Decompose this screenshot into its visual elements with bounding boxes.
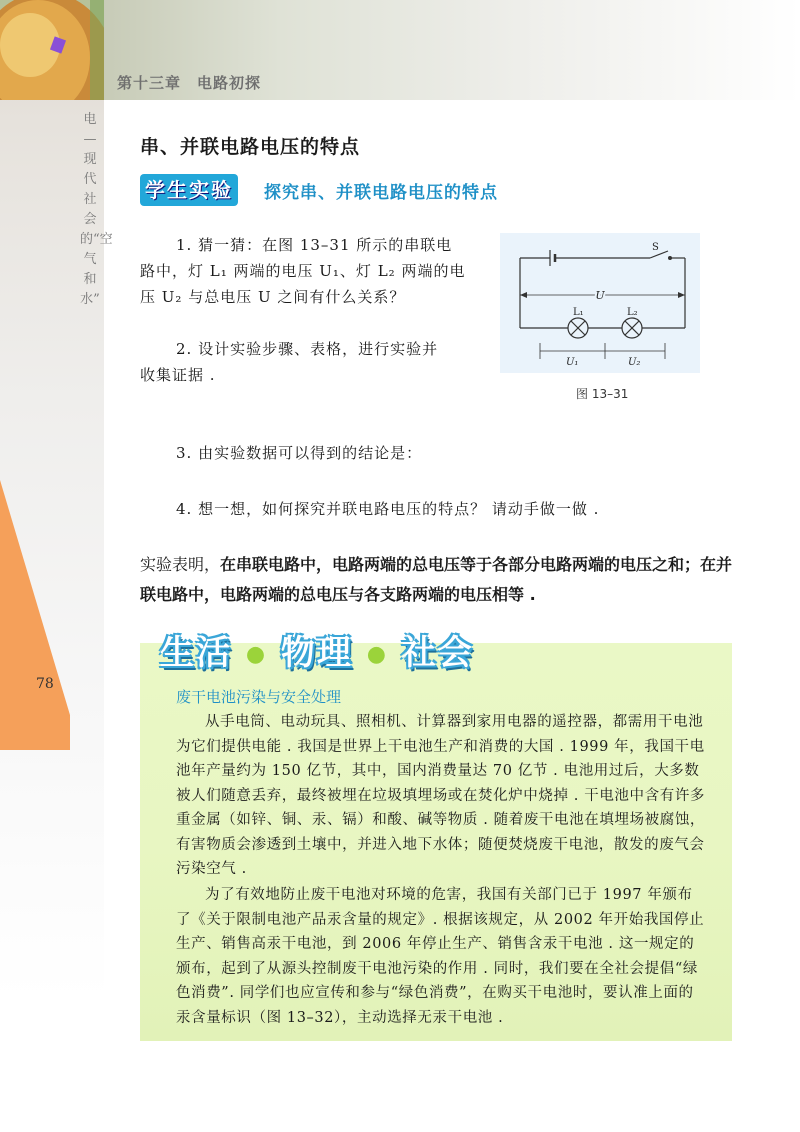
step-1-line-1: 1. 猜一猜：在图 13–31 所示的串联电 bbox=[176, 236, 453, 254]
vertical-unit-title: 电—现代社会的“空气和水” bbox=[80, 112, 113, 307]
u1-label: U₁ bbox=[566, 357, 579, 368]
box-banner bbox=[160, 625, 474, 674]
step-4: 4. 想一想，如何探究并联电路电压的特点？ 请动手做一做 . bbox=[176, 500, 600, 518]
step-3: 3. 由实验数据可以得到的结论是： bbox=[176, 444, 423, 462]
student-experiment-badge bbox=[140, 174, 238, 206]
total-voltage-label: U bbox=[595, 289, 605, 302]
lamp-2-label: L₂ bbox=[627, 307, 638, 318]
figure-caption: 图 13–31 bbox=[576, 387, 629, 401]
step-1-line-3: 压 U₂ 与总电压 U 之间有什么关系？ bbox=[140, 288, 406, 306]
section-title: 串、并联电路电压的特点 bbox=[140, 136, 361, 158]
orange-margin-tab bbox=[0, 480, 70, 750]
box-paragraph-2: 为了有效地防止废干电池对环境的危害，我国有关部门已于 1997 年颁布了《关于限制电池产品汞含量的规定》. 根据该规定，从 2002 年开始我国停止生产、销售高汞干电池，到 2006 年停止生产、销售含汞干电池 . 这一规定的颁布，起到了从源头控制废干电池污染的作用 . 同时，我们要在全社会提倡“绿色消费”. 同学们也应宣传和参与“绿色消费”，在购买干电池时，要认准上面的汞含量标识（图 13–32），主动选择无汞干电池 . bbox=[176, 887, 705, 1026]
switch-label: S bbox=[652, 242, 659, 253]
banner-dot-icon: ● bbox=[245, 642, 268, 667]
box-paragraph-1: 从手电筒、电动玩具、照相机、计算器到家用电器的遥控器，都需用干电池为它们提供电能 . 我国是世界上干电池生产和消费的大国 . 1999 年，我国干电池年产量约为 150 亿节，其中，国内消费量达 70 亿节 . 电池用过后，大多数被人们随意丢弃，最终被埋在垃圾填埋场或在焚化炉中烧掉 . 干电池中含有许多重金属（如锌、铜、汞、镉）和酸、碱等物质 . 随着废干电池在填埋场被腐蚀，有害物质会渗透到土壤中，并进入地下水体；随便焚烧废干电池，散发的废气会污染空气 . bbox=[176, 714, 706, 877]
step-1-line-2: 路中，灯 L₁ 两端的电压 U₁、灯 L₂ 两端的电 bbox=[140, 262, 466, 280]
banner-word-2: 物理 bbox=[280, 633, 353, 673]
box-title: 废干电池污染与安全处理 bbox=[176, 688, 342, 706]
chapter-logo-illustration bbox=[0, 0, 104, 100]
lamp-1-label: L₁ bbox=[573, 307, 584, 318]
circuit-figure bbox=[500, 233, 700, 373]
step-2-line-2: 收集证据 . bbox=[140, 366, 216, 384]
banner-word-3: 社会 bbox=[401, 633, 474, 673]
page-number: 78 bbox=[36, 676, 54, 692]
conclusion-text: 在串联电路中，电路两端的总电压等于各部分电路两端的电压之和；在并联电路中，电路两端的总电压与各支路两端的电压相等 . bbox=[140, 555, 733, 604]
conclusion-lead: 实验表明， bbox=[140, 555, 221, 574]
chapter-heading: 第十三章 电路初探 bbox=[117, 74, 262, 92]
badge-label: 学生实验 bbox=[145, 178, 233, 202]
banner-word-1: 生活 bbox=[160, 633, 232, 673]
u2-label: U₂ bbox=[628, 357, 641, 368]
step-2-line-1: 2. 设计实验步骤、表格，进行实验并 bbox=[176, 340, 439, 358]
banner-dot-icon: ● bbox=[366, 642, 388, 667]
experiment-title: 探究串、并联电路电压的特点 bbox=[264, 183, 498, 203]
conclusion-paragraph bbox=[140, 550, 740, 610]
